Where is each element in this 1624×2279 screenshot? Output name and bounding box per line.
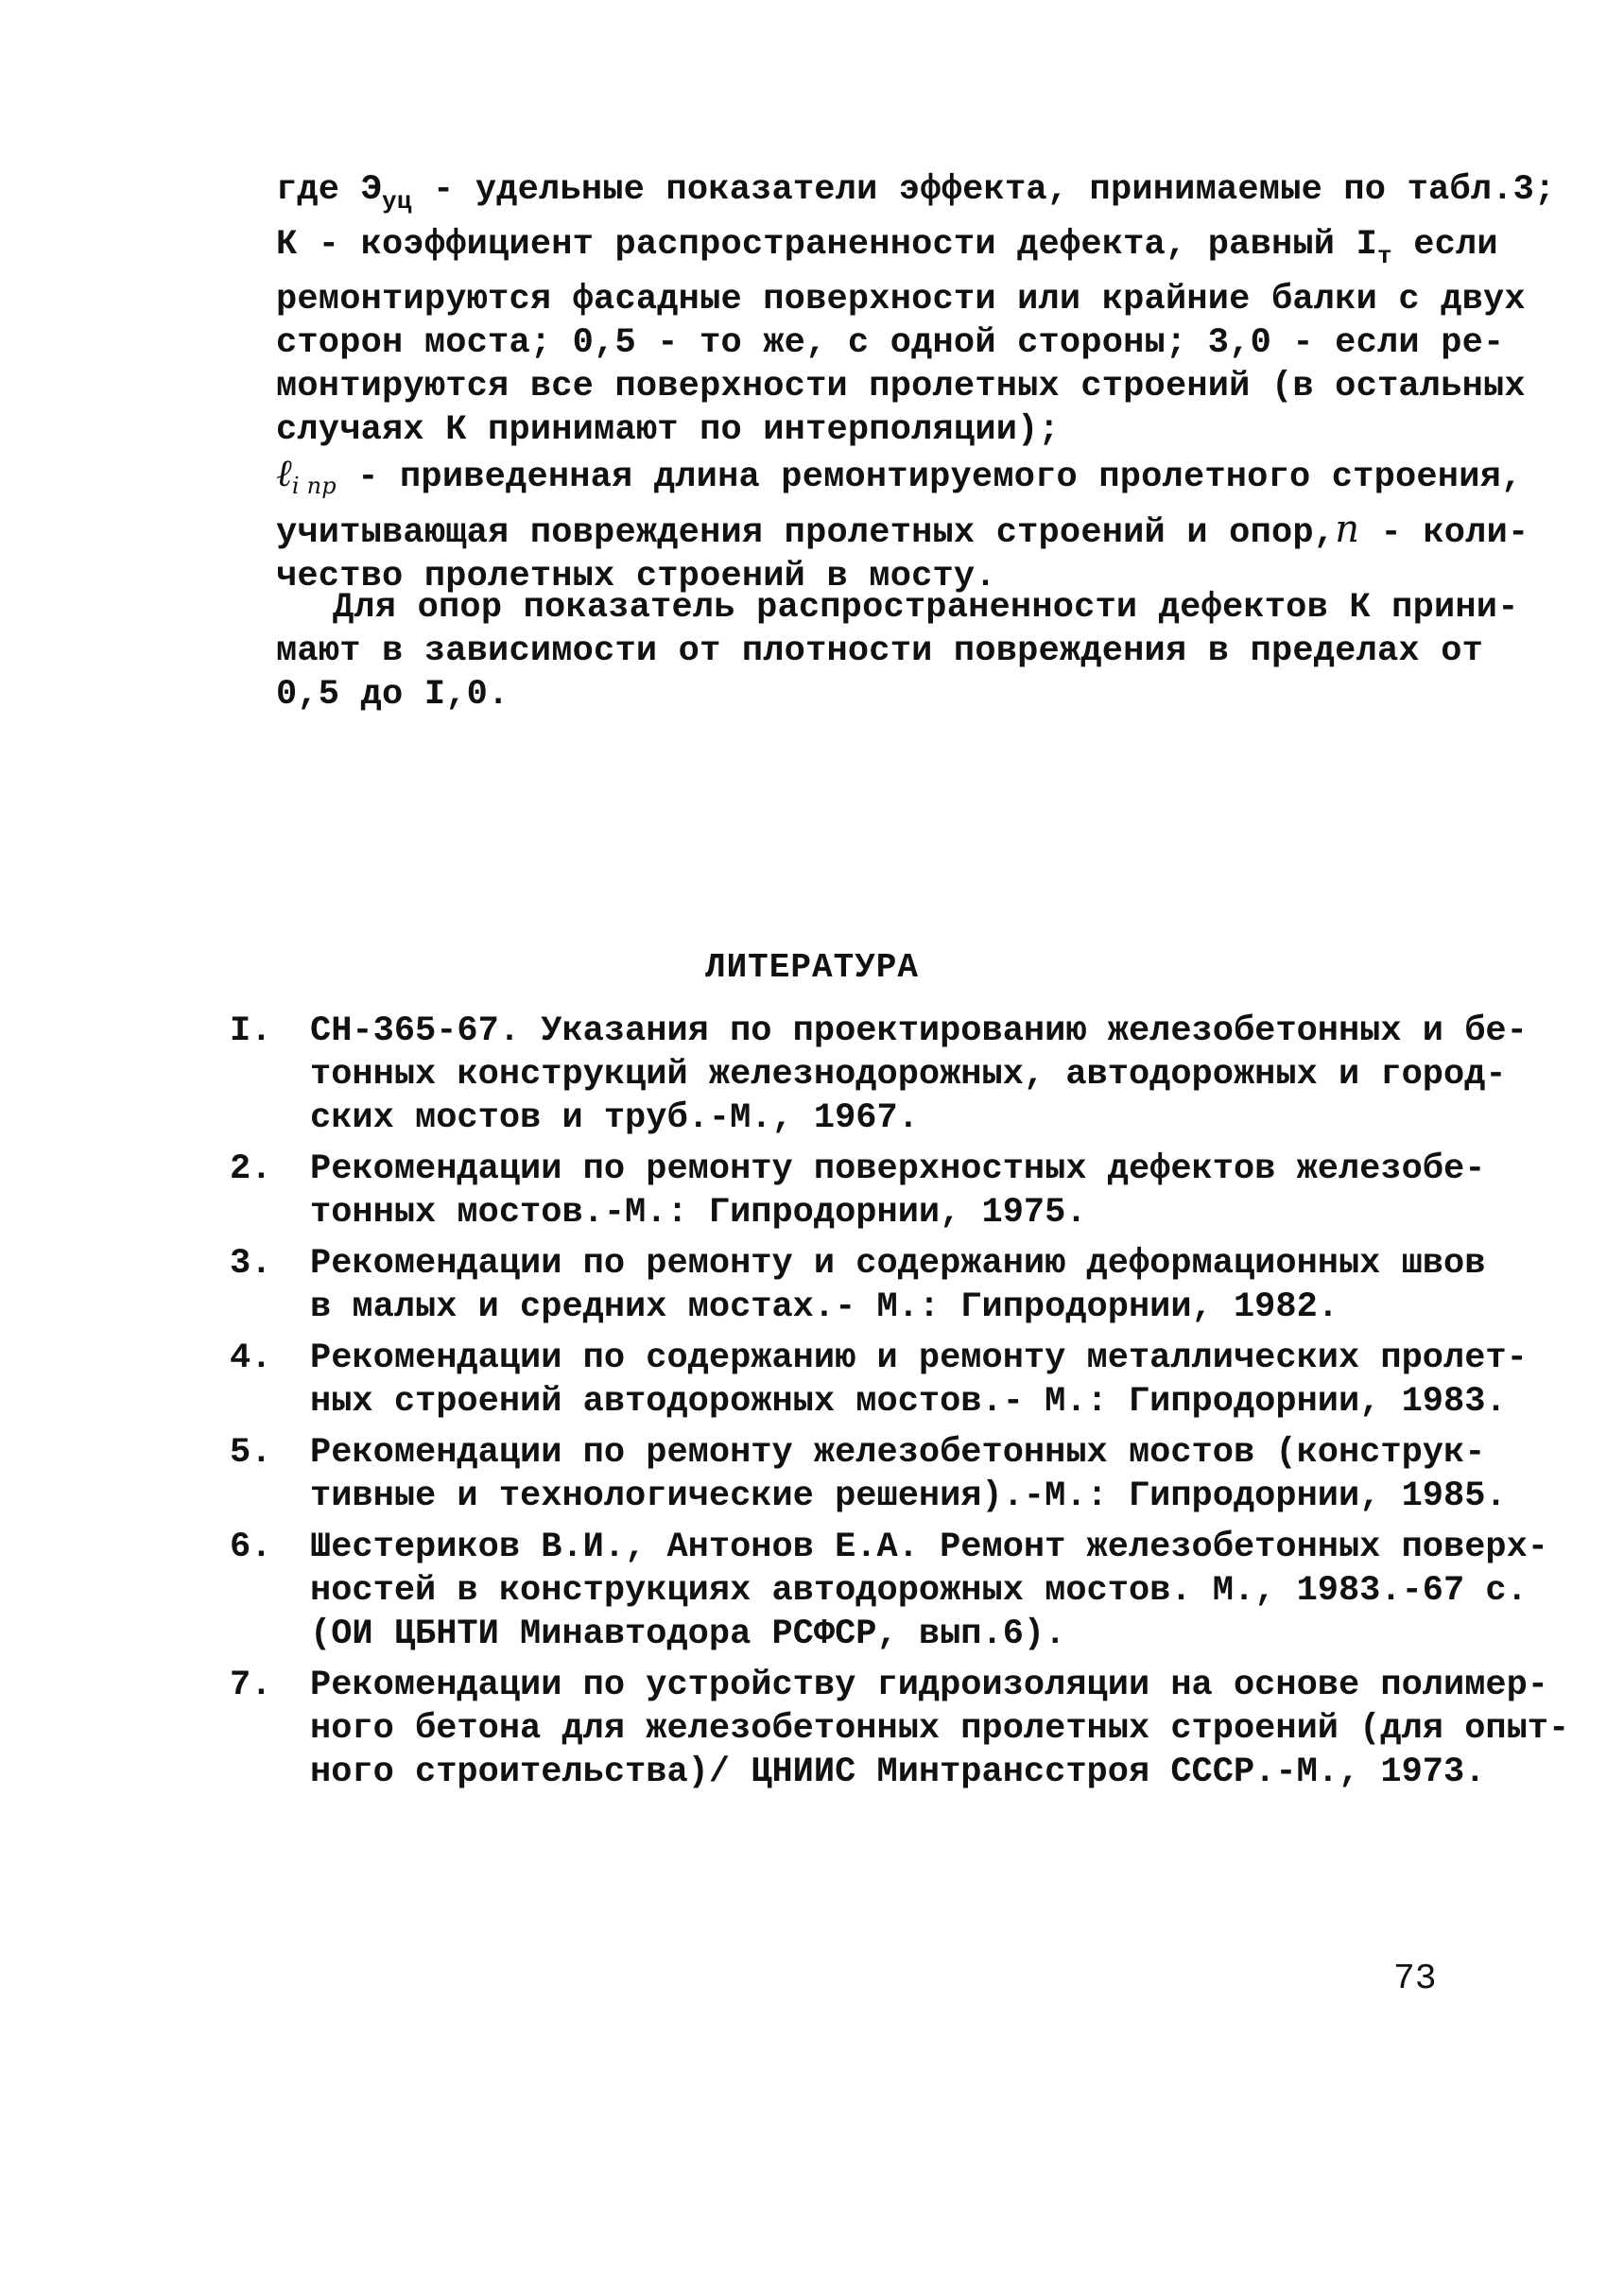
reference-line: тонных конструкций железнодорожных, автодорожных и город- [310,1055,1507,1095]
text-line: Для опор показатель распространенности дефектов К прини- [333,588,1519,628]
reference-item [230,1242,1486,1329]
text-line: чество пролетных строений в мосту. [276,557,996,596]
text-line: где $Э_{уц}$ - удельные показатели эффекта, принимаемые по табл.3; [276,170,1556,216]
reference-item [230,1664,1570,1794]
reference-line: Рекомендации по содержанию и ремонту металлических пролет- [310,1338,1528,1378]
reference-line: ных строений автодорожных мостов.- М.: Гипродорнии, 1983. [310,1382,1507,1422]
reference-line: Рекомендации по ремонту железобетонных мостов (конструк- [310,1433,1486,1473]
text-line: монтируются все поверхности пролетных строений (в остальных [276,367,1526,406]
definitions-paragraph [276,168,1556,598]
text-line: ремонтируются фасадные поверхности или крайние балки с двух [276,280,1526,319]
handwritten-symbol: n [1335,508,1360,551]
reference-item [230,1148,1486,1234]
reference-list [230,1010,1570,1802]
reference-line: Шестериков В.И., Антонов Е.А. Ремонт железобетонных поверх- [310,1528,1549,1567]
reference-number: 2. [230,1149,272,1189]
handwritten-subscript: i пр [291,473,337,499]
reference-line: ностей в конструкциях автодорожных мостов. М., 1983.-67 с. [310,1571,1528,1611]
reference-line: ских мостов и труб.-М., 1967. [310,1098,919,1138]
literature-heading: ЛИТЕРАТУРА [704,948,920,987]
reference-number: 6. [230,1528,272,1567]
reference-line: Рекомендации по ремонту и содержанию деформационных швов [310,1244,1486,1284]
text-line: 0,5 до I,0. [276,675,510,715]
reference-line: ного бетона для железобетонных пролетных строений (для опыт- [310,1709,1570,1749]
reference-line: в малых и средних мостах.- М.: Гипродорнии, 1982. [310,1287,1339,1327]
text-line: К - коэффициент распространенности дефекта, равный $I_т$ если [276,225,1498,270]
text-line: ℓ$_{i пр}$ - приведенная длина ремонтируемого пролетного строения, [276,452,1523,499]
reference-item [230,1526,1549,1656]
reference-line: Рекомендации по устройству гидроизоляции на основе полимер- [310,1666,1549,1705]
reference-item [230,1431,1507,1518]
subscript: т [1377,242,1392,270]
text-line: сторон моста; 0,5 - то же, с одной стороны; 3,0 - если ре- [276,323,1505,363]
reference-line: тивные и технологические решения).-М.: Гипродорнии, 1985. [310,1476,1507,1516]
reference-number: 5. [230,1433,272,1473]
reference-line: тонных мостов.-М.: Гипродорнии, 1975. [310,1193,1087,1233]
page-number: 73 [1393,1959,1437,1999]
reference-line: Рекомендации по ремонту поверхностных дефектов железобе- [310,1149,1486,1189]
reference-number: I. [230,1011,272,1051]
reference-number: 4. [230,1338,272,1378]
text-line: мают в зависимости от плотности повреждения в пределах от [276,631,1484,671]
supports-paragraph [276,586,1519,717]
reference-number: 3. [230,1244,272,1284]
reference-line: СН-365-67. Указания по проектированию железобетонных и бе- [310,1011,1528,1051]
reference-line: (ОИ ЦБНТИ Минавтодора РСФСР, вып.6). [310,1614,1066,1654]
reference-number: 7. [230,1666,272,1705]
handwritten-symbol: ℓ [276,452,292,495]
text-line: случаях К принимают по интерполяции); [276,410,1060,450]
text-line: учитывающая повреждения пролетных строений и опор,n - коли- [276,508,1529,553]
reference-line: ного строительства)/ ЦНИИС Минтрансстроя СССР.-М., 1973. [310,1752,1486,1792]
reference-item [230,1337,1528,1424]
reference-item [230,1010,1528,1140]
subscript: уц [382,187,412,216]
